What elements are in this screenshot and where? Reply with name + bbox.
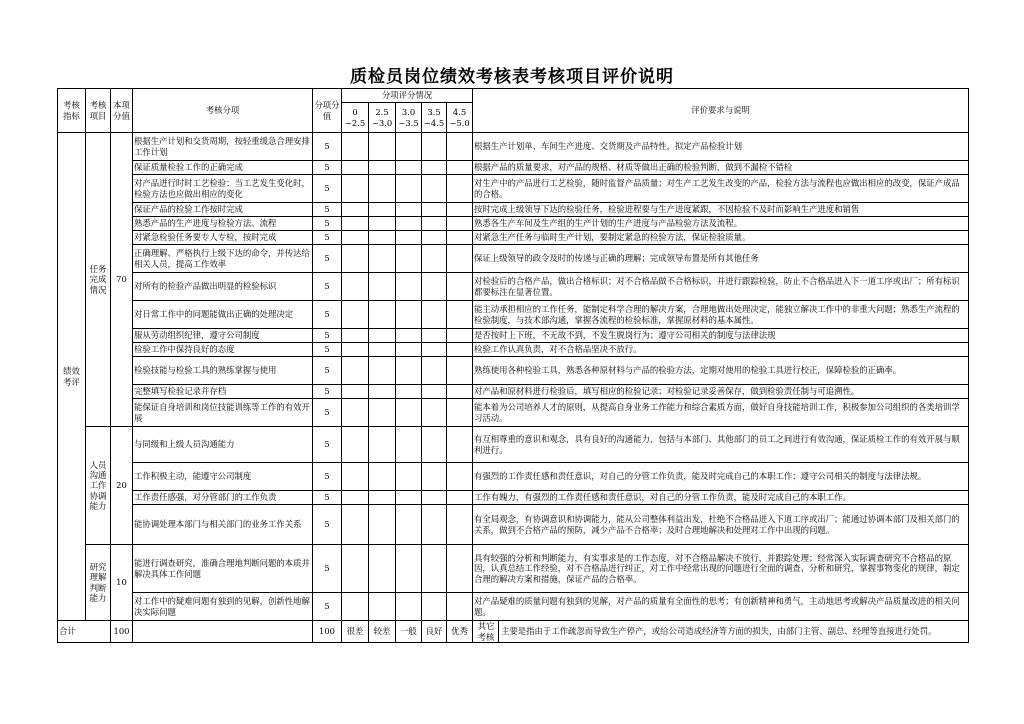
header-indicator: 考核指标 (58, 89, 86, 133)
table-row (58, 491, 969, 505)
total-item-score: 100 (111, 621, 133, 643)
requirement-desc: 根据生产计划单、车间生产进度、交货期及产品特性，拟定产品检验计划 (473, 133, 969, 161)
category-score: 5 (313, 385, 342, 399)
category-item: 对工作中的疑难问题有独到的见解，创新性地解决实际问题 (133, 593, 313, 621)
header-requirements: 评价要求与说明 (473, 89, 969, 133)
score-cell[interactable] (396, 273, 422, 301)
score-cell[interactable] (342, 161, 369, 175)
category-score: 5 (313, 505, 342, 545)
project-score: 20 (111, 427, 133, 545)
score-cell[interactable] (396, 385, 422, 399)
score-cell[interactable] (396, 203, 422, 217)
total-label: 合计 (58, 621, 111, 643)
score-cell[interactable] (342, 545, 369, 593)
score-cell[interactable] (422, 133, 447, 161)
score-cell[interactable] (447, 399, 473, 427)
requirement-desc: 能本着为公司培养人才的原则，从提高自身业务工作能力和综合素质方面，做好自身技能培训工作，积极参加公司组织的各类培训学习活动。 (473, 399, 969, 427)
category-score: 5 (313, 357, 342, 385)
project-score: 70 (111, 133, 133, 427)
category-item: 保证质量检验工作的正确完成 (133, 161, 313, 175)
score-cell[interactable] (342, 593, 369, 621)
score-cell[interactable] (342, 245, 369, 273)
score-cell[interactable] (422, 245, 447, 273)
score-cell[interactable] (342, 301, 369, 329)
category-score: 5 (313, 593, 342, 621)
category-score: 5 (313, 133, 342, 161)
score-cell[interactable] (396, 399, 422, 427)
category-score: 5 (313, 161, 342, 175)
table-row (58, 203, 969, 217)
score-cell[interactable] (447, 545, 473, 593)
table-row (58, 217, 969, 231)
score-cell[interactable] (422, 545, 447, 593)
category-item: 工作责任感强，对分管部门的工作负责 (133, 491, 313, 505)
score-cell[interactable] (447, 593, 473, 621)
requirement-desc: 对生产中的产品进行工艺检验，随时监督产品质量；对生产工艺发生改变的产品，检验方法与流程也应做出相应的改变，保证产成品的合格。 (473, 175, 969, 203)
category-score: 5 (313, 491, 342, 505)
other-evaluation (473, 621, 969, 643)
table-row (58, 343, 969, 357)
score-cell[interactable] (447, 175, 473, 203)
category-score: 5 (313, 545, 342, 593)
project-label: 人员沟通工作协调能力 (86, 427, 111, 545)
range-header-0: 0 ~2.5 (342, 103, 369, 133)
score-cell[interactable] (422, 427, 447, 463)
category-score: 5 (313, 463, 342, 491)
score-cell[interactable] (369, 463, 396, 491)
score-cell[interactable] (369, 133, 396, 161)
score-cell[interactable] (447, 491, 473, 505)
score-cell[interactable] (422, 175, 447, 203)
category-item: 能协调处理本部门与相关部门的业务工作关系 (133, 505, 313, 545)
table-row (58, 427, 969, 463)
other-desc: 主要是指由于工作疏忽而导致生产停产，或给公司造成经济等方面的损失，由部门主管、副总、经理等直接进行处罚。 (501, 626, 937, 637)
header-project: 考核项目 (86, 89, 111, 133)
category-item: 能进行调查研究，准确合理地判断问题的本质并解决具体工作问题 (133, 545, 313, 593)
score-cell[interactable] (342, 133, 369, 161)
score-cell[interactable] (422, 593, 447, 621)
table-row (58, 463, 969, 491)
category-item: 检验技能与检验工具的熟练掌握与使用 (133, 357, 313, 385)
score-cell[interactable] (369, 385, 396, 399)
score-cell[interactable] (342, 463, 369, 491)
score-cell[interactable] (447, 273, 473, 301)
score-cell[interactable] (396, 593, 422, 621)
score-cell[interactable] (396, 329, 422, 343)
requirement-desc: 检验工作认真负责，对不合格品坚决不放行。 (473, 343, 969, 357)
score-cell[interactable] (447, 301, 473, 329)
score-cell[interactable] (369, 593, 396, 621)
score-cell[interactable] (396, 463, 422, 491)
score-cell[interactable] (342, 357, 369, 385)
header-sub-score: 分项分值 (313, 89, 342, 133)
category-item: 对所有的检验产品做出明显的检验标识 (133, 273, 313, 301)
category-score: 5 (313, 329, 342, 343)
indicator-label: 绩效考评 (58, 133, 86, 621)
category-score: 5 (313, 399, 342, 427)
category-item: 完整填写检验记录并存档 (133, 385, 313, 399)
requirement-desc: 对产品疑难的质量问题有独到的见解，对产品的质量有全面性的思考；有创新精神和勇气，主动地思考或解决产品质量改进的相关问题。 (473, 593, 969, 621)
table-row (58, 161, 969, 175)
score-cell[interactable] (342, 385, 369, 399)
score-cell[interactable] (447, 203, 473, 217)
score-cell[interactable] (396, 545, 422, 593)
requirement-desc: 根据产品的质量要求，对产品的规格、材质等做出正确的检验判断，做到不漏检不错检 (473, 161, 969, 175)
category-item: 对紧急检验任务要专人专检，按时完成 (133, 231, 313, 245)
table-row (58, 273, 969, 301)
score-cell[interactable] (342, 231, 369, 245)
requirement-desc: 保证上级领导的政令及时的传递与正确的理解；完成领导布置是所有其他任务 (473, 245, 969, 273)
score-cell[interactable] (342, 329, 369, 343)
score-cell[interactable] (342, 491, 369, 505)
score-cell[interactable] (447, 161, 473, 175)
table-row (58, 329, 969, 343)
requirement-desc: 具有较强的分析和判断能力，有实事求是的工作态度，对不合格品解决不放行，并跟踪处理；经常深入实际调查研究不合格品的原因，认真总结工作经验，对不合格品进行纠正，对工作中经常出现的问题进行全面的调查、分析和研究，掌握事物变化的规律，制定合理的解决方案和措施，保证产品的合格率。 (473, 545, 969, 593)
requirement-desc: 按时完成上级领导下达的检验任务，检验进程要与生产进度紧跟，不因检验不及时而影响生产进度和销售 (473, 203, 969, 217)
page-title: 质检员岗位绩效考核表考核项目评价说明 (350, 67, 674, 87)
category-item: 能保证自身培训和岗位技能训练等工作的有效开展 (133, 399, 313, 427)
score-cell[interactable] (422, 203, 447, 217)
score-cell[interactable] (447, 385, 473, 399)
category-score: 5 (313, 245, 342, 273)
score-cell[interactable] (369, 491, 396, 505)
score-cell[interactable] (369, 175, 396, 203)
score-cell[interactable] (422, 463, 447, 491)
category-item: 工作积极主动，能遵守公司制度 (133, 463, 313, 491)
requirement-desc: 有强烈的工作责任感和责任意识，对自己的分管工作负责，能及时完成自己的本职工作；遵守公司相关的制度与法律法规。 (473, 463, 969, 491)
other-label: 其它考核 (474, 621, 499, 641)
grade-label: 一般 (396, 621, 422, 643)
range-header-3: 3.5 ~4.5 (422, 103, 447, 133)
score-cell[interactable] (422, 329, 447, 343)
total-category-blank (133, 621, 313, 643)
score-cell[interactable] (447, 505, 473, 545)
category-score: 5 (313, 203, 342, 217)
score-cell[interactable] (447, 329, 473, 343)
score-cell[interactable] (447, 427, 473, 463)
score-cell[interactable] (396, 245, 422, 273)
requirement-desc: 是否按时上下班，不无故不到，不发生脱岗行为；遵守公司相关的制度与法律法规 (473, 329, 969, 343)
score-cell[interactable] (422, 301, 447, 329)
score-cell[interactable] (422, 357, 447, 385)
table-row (58, 505, 969, 545)
project-score: 10 (111, 545, 133, 621)
category-item: 保证产品的检验工作按时完成 (133, 203, 313, 217)
score-cell[interactable] (447, 343, 473, 357)
category-item: 根据生产计划和交货周期，按轻重缓急合理安排工作计划 (133, 133, 313, 161)
score-cell[interactable] (369, 231, 396, 245)
grade-label: 很差 (342, 621, 369, 643)
requirement-desc: 对紧急生产任务与临时生产计划，要制定紧急的检验方法，保证检验质量。 (473, 231, 969, 245)
header-sub-eval: 分项评分情况 (342, 89, 473, 103)
grade-label: 较差 (369, 621, 396, 643)
score-cell[interactable] (369, 427, 396, 463)
score-cell[interactable] (447, 217, 473, 231)
category-score: 5 (313, 231, 342, 245)
requirement-desc: 有互相尊重的意识和观念，具有良好的沟通能力，包括与本部门、其他部门的员工之间进行有效沟通，保证质检工作的有效开展与顺利进行。 (473, 427, 969, 463)
table-row (58, 545, 969, 593)
score-cell[interactable] (396, 217, 422, 231)
requirement-desc: 能主动承担相应的工作任务，能制定科学合理的解决方案，合理地做出处理决定，能独立解决工作中的非重大问题；熟悉生产流程的检验制度，与技术部沟通，掌握各流程的检验标准，掌握原材料的基本属性。 (473, 301, 969, 329)
score-cell[interactable] (447, 231, 473, 245)
score-cell[interactable] (369, 545, 396, 593)
score-cell[interactable] (396, 357, 422, 385)
score-cell[interactable] (369, 505, 396, 545)
category-score: 5 (313, 217, 342, 231)
score-cell[interactable] (422, 505, 447, 545)
project-label: 研究理解判断能力 (86, 545, 111, 621)
total-row (58, 621, 969, 643)
score-cell[interactable] (422, 399, 447, 427)
total-sub-score: 100 (313, 621, 342, 643)
table-row (58, 245, 969, 273)
requirement-desc: 对产品和原材料进行检验后，填写相应的检验记录；对检验记录妥善保存，做到检验责任制与可追溯性。 (473, 385, 969, 399)
score-cell[interactable] (342, 203, 369, 217)
category-item: 对日常工作中的问题能做出正确的处理决定 (133, 301, 313, 329)
table-row (58, 231, 969, 245)
score-cell[interactable] (396, 175, 422, 203)
score-cell[interactable] (422, 217, 447, 231)
score-cell[interactable] (396, 427, 422, 463)
score-cell[interactable] (447, 357, 473, 385)
range-header-2: 3.0 ~3.5 (396, 103, 422, 133)
score-cell[interactable] (369, 273, 396, 301)
category-score: 5 (313, 273, 342, 301)
score-cell[interactable] (342, 427, 369, 463)
category-score: 5 (313, 427, 342, 463)
score-cell[interactable] (422, 273, 447, 301)
table-row (58, 301, 969, 329)
project-label: 任务完成情况 (86, 133, 111, 427)
range-header-4: 4.5 ~5.0 (447, 103, 473, 133)
score-cell[interactable] (396, 231, 422, 245)
score-cell[interactable] (369, 161, 396, 175)
table-row (58, 593, 969, 621)
requirement-desc: 熟悉各生产车间及生产组的生产计划的生产进度与产品检验方法及流程。 (473, 217, 969, 231)
score-cell[interactable] (369, 343, 396, 357)
score-cell[interactable] (396, 133, 422, 161)
score-cell[interactable] (369, 399, 396, 427)
evaluation-table (57, 88, 969, 643)
table-row (58, 133, 969, 161)
score-cell[interactable] (369, 245, 396, 273)
score-cell[interactable] (342, 399, 369, 427)
score-cell[interactable] (342, 175, 369, 203)
score-cell[interactable] (342, 217, 369, 231)
score-cell[interactable] (422, 161, 447, 175)
score-cell[interactable] (447, 245, 473, 273)
category-score: 5 (313, 301, 342, 329)
score-cell[interactable] (342, 343, 369, 357)
requirement-desc: 有全局观念，有协调意识和协调能力，能从公司整体利益出发，杜绝不合格品进入下道工序或出厂；能通过协调本部门及相关部门的关系，做到不合格产品的预防，减少产品不合格率；及时合理地解决和处理对工作中出现的问题。 (473, 505, 969, 545)
category-item: 对产品进行时时工艺检验：当工艺发生变化时，检验方法也应做出相应的变化 (133, 175, 313, 203)
category-item: 正确理解、严格执行上级下达的命令，并传达给相关人员，提高工作效率 (133, 245, 313, 273)
score-cell[interactable] (422, 385, 447, 399)
grade-label: 良好 (422, 621, 447, 643)
requirement-desc: 熟练使用各种检验工具，熟悉各种原材料与产品的检验方法，定期对使用的检验工具进行校正，保障检验的正确率。 (473, 357, 969, 385)
category-item: 与同级和上级人员沟通能力 (133, 427, 313, 463)
score-cell[interactable] (369, 217, 396, 231)
score-cell[interactable] (396, 301, 422, 329)
score-cell[interactable] (396, 161, 422, 175)
score-cell[interactable] (422, 343, 447, 357)
category-item: 熟悉产品的生产进度与检验方法、流程 (133, 217, 313, 231)
requirement-desc: 工作有魄力，有强烈的工作责任感和责任意识，对自己的分管工作负责，能及时完成自己的本职工作。 (473, 491, 969, 505)
table-row (58, 385, 969, 399)
score-cell[interactable] (369, 329, 396, 343)
range-header-1: 2.5 ~3.0 (369, 103, 396, 133)
score-cell[interactable] (422, 231, 447, 245)
score-cell[interactable] (369, 357, 396, 385)
score-cell[interactable] (369, 203, 396, 217)
score-cell[interactable] (342, 505, 369, 545)
category-item: 服从劳动组织纪律，遵守公司制度 (133, 329, 313, 343)
header-item-score: 本项分值 (111, 89, 133, 133)
category-score: 5 (313, 343, 342, 357)
score-cell[interactable] (447, 463, 473, 491)
score-cell[interactable] (396, 505, 422, 545)
category-score: 5 (313, 175, 342, 203)
grade-label: 优秀 (447, 621, 473, 643)
score-cell[interactable] (422, 491, 447, 505)
score-cell[interactable] (396, 343, 422, 357)
category-item: 检验工作中保持良好的态度 (133, 343, 313, 357)
table-row (58, 399, 969, 427)
score-cell[interactable] (369, 301, 396, 329)
header-category: 考核分项 (133, 89, 313, 133)
score-cell[interactable] (447, 133, 473, 161)
table-row (58, 357, 969, 385)
requirement-desc: 对检验后的合格产品，做出合格标识；对不合格品做不合格标识，并进行跟踪检验，防止不合格品进入下一道工序或出厂；所有标识都要标注在显著位置。 (473, 273, 969, 301)
score-cell[interactable] (342, 273, 369, 301)
table-row (58, 175, 969, 203)
score-cell[interactable] (396, 491, 422, 505)
